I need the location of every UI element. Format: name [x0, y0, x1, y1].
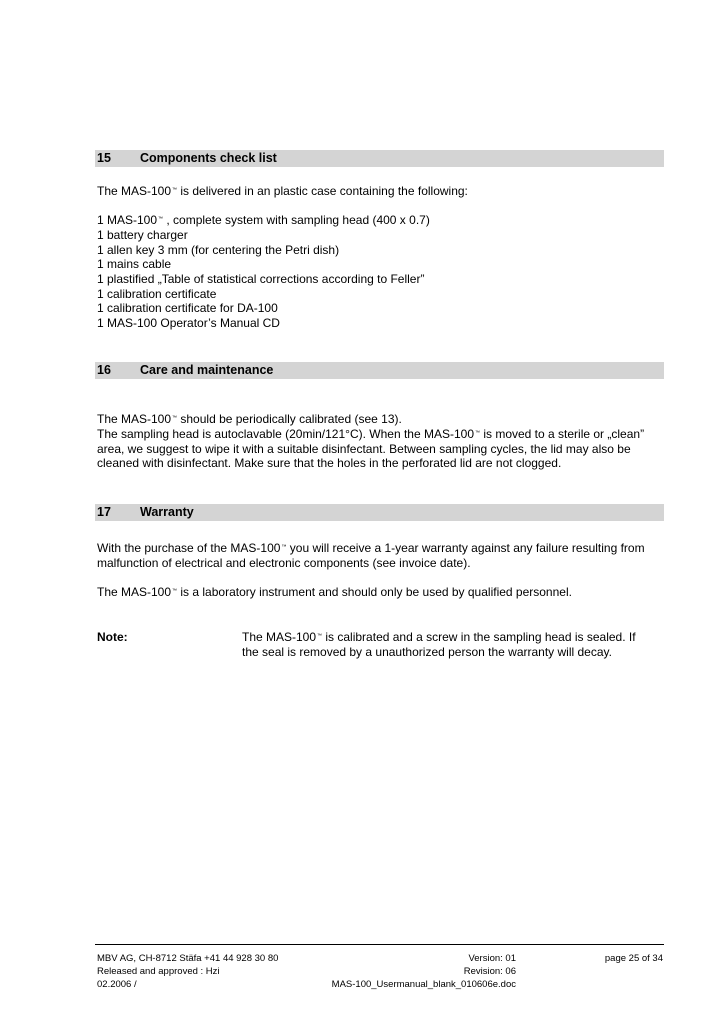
list-item: 1 mains cable — [97, 257, 172, 271]
section-heading-17 — [95, 504, 664, 521]
s17-para-1-line-2: malfunction of electrical and electronic components (see invoice date). — [97, 556, 471, 570]
list-item: 1 battery charger — [97, 228, 188, 242]
section-title: Warranty — [140, 505, 194, 519]
text-fragment: The MAS-100 — [97, 184, 172, 198]
section-number: 16 — [97, 363, 111, 377]
note-line-1 — [242, 630, 667, 645]
text-fragment: , complete system with sampling head (400 x 0.7) — [163, 213, 430, 227]
text-fragment: The MAS-100 — [97, 412, 172, 426]
text-fragment: The MAS-100 — [97, 585, 172, 599]
s17-para-1-line-1 — [97, 541, 667, 556]
section-heading-15 — [95, 150, 664, 167]
footer-filename: MAS-100_Usermanual_blank_010606e.doc — [331, 979, 516, 990]
footer-divider — [95, 944, 664, 945]
trademark-symbol: ™ — [317, 633, 323, 639]
text-fragment: is moved to a sterile or „clean” — [480, 427, 645, 441]
text-fragment: With the purchase of the MAS-100 — [97, 541, 281, 555]
section-title: Components check list — [140, 151, 277, 165]
trademark-symbol: ™ — [172, 415, 178, 421]
text-fragment: The sampling head is autoclavable (20min/121°C). When the MAS-100 — [97, 427, 474, 441]
footer-company: MBV AG, CH-8712 Stäfa +41 44 928 30 80 — [97, 953, 279, 964]
footer-date: 02.2006 / — [97, 979, 137, 990]
trademark-symbol: ™ — [172, 187, 178, 193]
s16-line-1 — [97, 412, 667, 427]
text-fragment: is calibrated and a screw in the sampling head is sealed. If — [322, 630, 636, 644]
trademark-symbol: ™ — [475, 430, 480, 436]
s16-line-2 — [97, 427, 667, 442]
s17-para-2 — [97, 585, 667, 600]
trademark-symbol: ™ — [172, 588, 178, 594]
footer-version: Version: 01 — [468, 953, 516, 964]
s15-intro — [97, 184, 667, 199]
trademark-symbol: ™ — [281, 544, 287, 550]
section-number: 15 — [97, 151, 111, 165]
text-fragment: you will receive a 1-year warranty against any failure resulting from — [286, 541, 645, 555]
footer-page-number: page 25 of 34 — [604, 953, 663, 964]
s16-line-4: cleaned with disinfectant. Make sure that the holes in the perforated lid are not clogged. — [97, 456, 562, 470]
list-item: 1 plastified „Table of statistical corrections according to Feller” — [97, 272, 425, 286]
list-item: 1 calibration certificate — [97, 287, 217, 301]
s16-line-3: area, we suggest to wipe it with a suitable disinfectant. Between sampling cycles, the lid may also be — [97, 442, 631, 456]
note-line-2: the seal is removed by a unauthorized person the warranty will decay. — [242, 645, 612, 659]
list-item: 1 allen key 3 mm (for centering the Petri dish) — [97, 243, 340, 257]
section-number: 17 — [97, 505, 111, 519]
list-item: 1 MAS-100 Operator’s Manual CD — [97, 316, 280, 330]
footer-released: Released and approved : Hzi — [97, 966, 220, 977]
trademark-symbol: ™ — [158, 216, 164, 222]
note-label: Note: — [97, 630, 128, 644]
text-fragment: is delivered in an plastic case containing the following: — [177, 184, 468, 198]
footer-revision: Revision: 06 — [463, 966, 516, 977]
text-fragment: 1 MAS-100 — [97, 213, 158, 227]
section-title: Care and maintenance — [140, 363, 274, 377]
s15-item-1 — [97, 213, 667, 228]
section-heading-16 — [95, 362, 664, 379]
text-fragment: is a laboratory instrument and should only be used by qualified personnel. — [177, 585, 572, 599]
text-fragment: The MAS-100 — [242, 630, 317, 644]
list-item: 1 calibration certificate for DA-100 — [97, 301, 278, 315]
text-fragment: should be periodically calibrated (see 13). — [177, 412, 402, 426]
